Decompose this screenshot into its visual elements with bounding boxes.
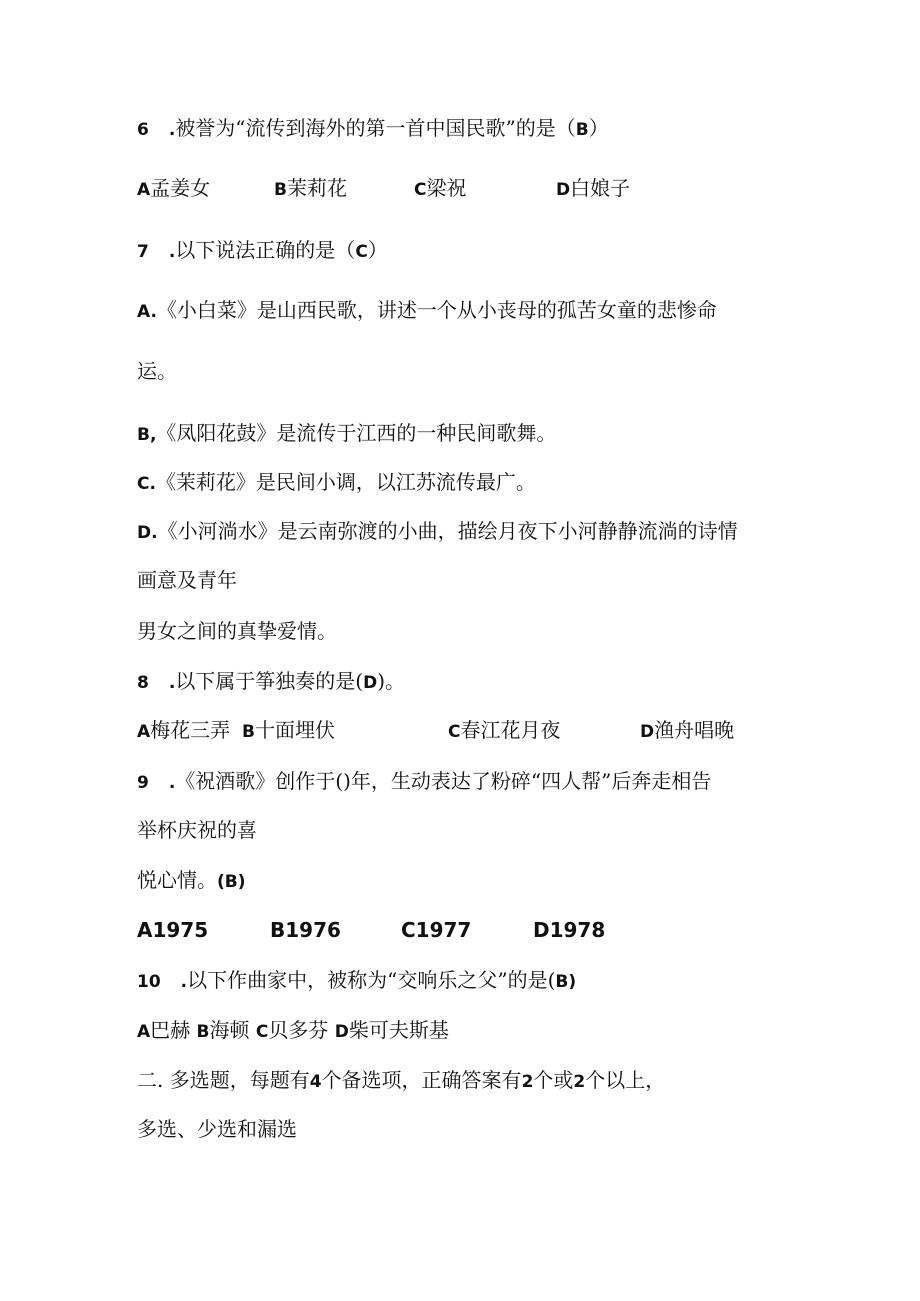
question-number: 6 <box>137 120 149 140</box>
option-a <box>137 176 210 202</box>
question-dot: . <box>168 773 176 793</box>
statement-c <box>137 470 536 496</box>
question-dot: . <box>168 673 176 693</box>
option-letter: D <box>556 180 571 200</box>
question-10-options <box>137 1018 449 1044</box>
statement-d-cont: 男女之间的真挚爱情。 <box>137 619 337 643</box>
section-2-heading <box>137 1068 665 1094</box>
option-text: 巴赫 <box>150 1018 191 1042</box>
question-7 <box>137 238 388 264</box>
answer-letter: B <box>575 120 589 140</box>
option-letter: B <box>274 180 287 200</box>
section-number: 2 <box>573 1072 586 1092</box>
statement-text: 《小河淌水》是云南弥渡的小曲，描绘月夜下小河静静流淌的诗情 <box>157 519 738 543</box>
question-dot: . <box>168 242 176 262</box>
question-number: 10 <box>137 972 161 992</box>
option-d <box>640 718 734 744</box>
option-c <box>448 718 560 744</box>
option-letter: C <box>255 1022 269 1042</box>
option-letter: A <box>137 1022 151 1042</box>
option-b <box>274 176 347 202</box>
option-letter: D <box>640 722 655 742</box>
option-b <box>242 718 335 744</box>
option-letter: D <box>334 1022 349 1042</box>
statement-letter: A. <box>137 302 157 322</box>
option-text: 渔舟唱晚 <box>654 718 735 742</box>
answer-letter: C <box>355 242 368 262</box>
statement-letter: D. <box>137 523 158 543</box>
question-9-cont: 举杯庆祝的喜 <box>137 818 257 842</box>
answer-close: ) <box>568 972 577 992</box>
answer-close: ） <box>588 116 609 140</box>
option-text: 梁祝 <box>426 176 467 200</box>
option-text: 白娘子 <box>570 176 631 200</box>
answer-letter: D <box>363 673 378 693</box>
question-number: 9 <box>137 773 149 793</box>
statement-text: 《茉莉花》是民间小调，以江苏流传最广。 <box>155 470 536 494</box>
question-dot: . <box>168 120 176 140</box>
option-d: D1978 <box>533 918 606 942</box>
option-letter: B <box>196 1022 210 1042</box>
question-6 <box>137 116 609 142</box>
question-text: 悦心情。 <box>137 868 217 892</box>
option-text: 贝多芬 <box>268 1018 329 1042</box>
statement-letter: C. <box>137 474 156 494</box>
section-text: 个或 <box>533 1068 574 1092</box>
answer-close: )。 <box>377 669 406 693</box>
question-text: 以下属于筝独奏的是( <box>175 669 364 693</box>
section-2-cont: 多选、少选和漏选 <box>137 1117 297 1141</box>
option-a <box>137 718 230 744</box>
question-text: 《祝酒歌》创作于()年，生动表达了粉碎“四人帮”后奔走相告 <box>175 769 712 793</box>
option-a: A1975 <box>137 918 209 942</box>
question-8 <box>137 669 405 695</box>
option-letter: A <box>137 722 151 742</box>
answer-letter: (B) <box>217 872 246 892</box>
section-text: 二. 多选题，每题有 <box>137 1068 310 1092</box>
answer-close: ） <box>367 238 388 262</box>
question-dot: . <box>180 972 188 992</box>
option-text: 柴可夫斯基 <box>348 1018 449 1042</box>
option-text: 茉莉花 <box>286 176 347 200</box>
section-number: 2 <box>521 1072 534 1092</box>
statement-d <box>137 519 738 545</box>
option-c: C1977 <box>401 918 472 942</box>
section-text: 个备选项，正确答案有 <box>321 1068 522 1092</box>
option-c <box>414 176 466 202</box>
question-10 <box>137 968 576 994</box>
option-text: 孟姜女 <box>150 176 211 200</box>
question-number: 7 <box>137 242 149 262</box>
section-number: 4 <box>309 1072 322 1092</box>
question-number: 8 <box>137 673 149 693</box>
option-b: B1976 <box>270 918 341 942</box>
option-text: 十面埋伏 <box>254 718 335 742</box>
statement-letter: B, <box>137 425 157 445</box>
option-text: 春江花月夜 <box>460 718 561 742</box>
option-letter: C <box>414 180 427 200</box>
statement-d-cont: 画意及青年 <box>137 568 237 592</box>
statement-text: 《凤阳花鼓》是流传于江西的一种民间歌舞。 <box>156 421 557 445</box>
statement-b <box>137 421 556 447</box>
question-9-cont <box>137 868 246 894</box>
option-letter: C <box>448 722 461 742</box>
statement-a-cont: 运。 <box>137 359 177 383</box>
option-d <box>556 176 630 202</box>
question-text: 被誉为“流传到海外的第一首中国民歌”的是（ <box>175 116 576 140</box>
option-letter: A <box>137 180 151 200</box>
question-text: 以下作曲家中，被称为“交响乐之父”的是( <box>187 968 556 992</box>
section-text: 个以上， <box>585 1068 666 1092</box>
question-9 <box>137 769 711 795</box>
statement-text: 《小白菜》是山西民歌，讲述一个从小丧母的孤苦女童的悲惨命 <box>156 298 717 322</box>
option-text: 海顿 <box>209 1018 250 1042</box>
answer-letter: B <box>555 972 569 992</box>
question-text: 以下说法正确的是（ <box>175 238 356 262</box>
option-letter: B <box>242 722 255 742</box>
option-text: 梅花三弄 <box>150 718 231 742</box>
statement-a <box>137 298 717 324</box>
